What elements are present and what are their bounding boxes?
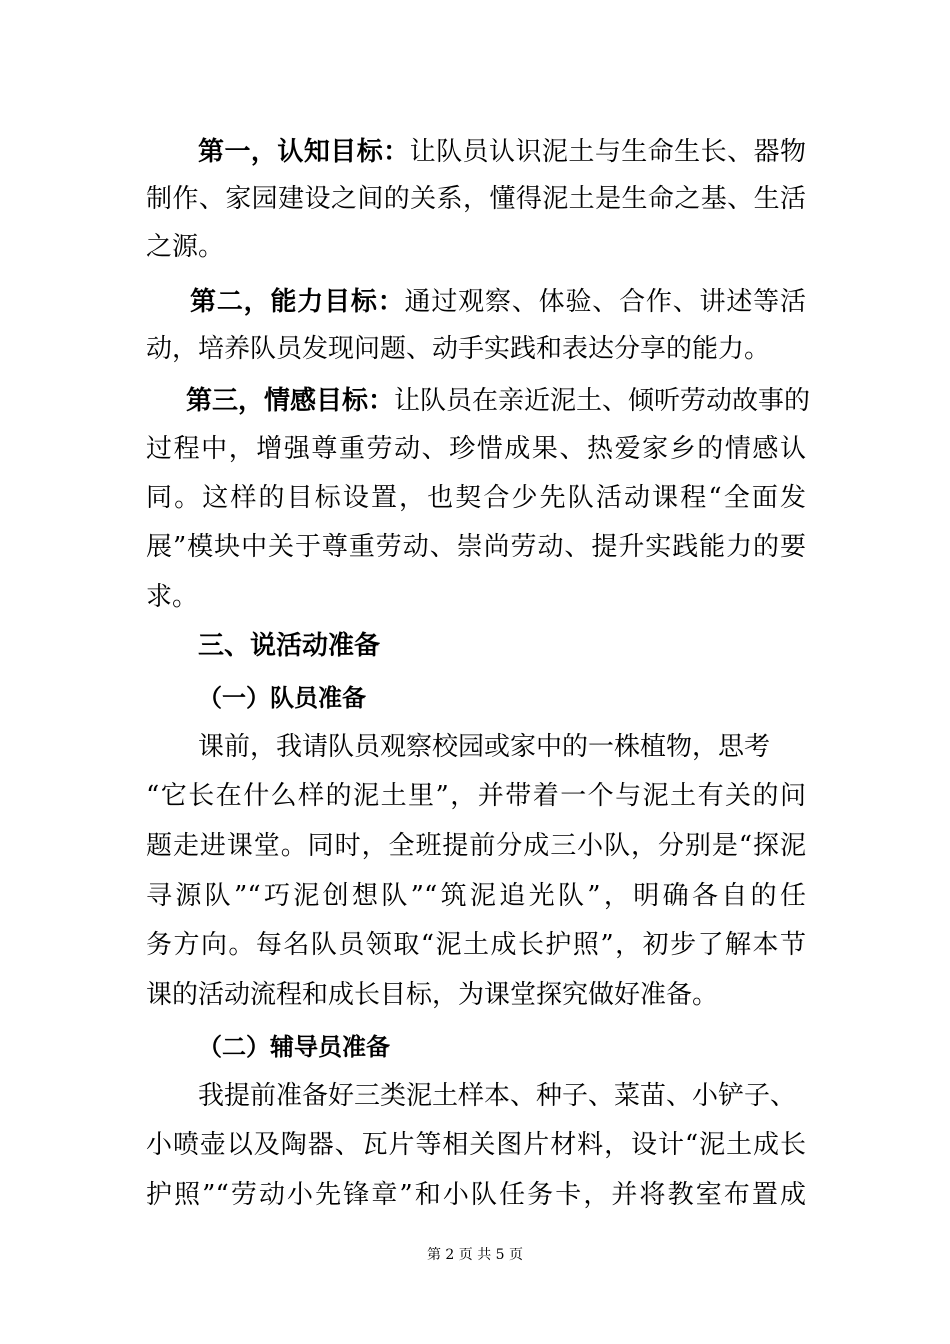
paragraph-cognitive-line-2: 制作、家园建设之间的关系，懂得泥土是生命之基、生活 <box>146 184 806 214</box>
paragraph-member-prep-line-6: 课的活动流程和成长目标，为课堂探究做好准备。 <box>146 980 719 1010</box>
paragraph-counselor-prep-line-2: 小喷壶以及陶器、瓦片等相关图片材料，设计“泥土成长 <box>146 1130 806 1160</box>
paragraph-emotion-line-2: 过程中，增强尊重劳动、珍惜成果、热爱家乡的情感认 <box>146 434 806 464</box>
paragraph-ability-line-1: 第二，能力目标：通过观察、体验、合作、讲述等活 <box>190 287 806 317</box>
paragraph-cognitive-line-3: 之源。 <box>146 232 225 262</box>
paragraph-ability-line-2: 动，培养队员发现问题、动手实践和表达分享的能力。 <box>146 334 771 364</box>
paragraph-member-prep-line-5: 务方向。每名队员领取“泥土成长护照”，初步了解本节 <box>146 930 806 960</box>
paragraph-member-prep-line-2: “它长在什么样的泥土里”，并带着一个与泥土有关的问 <box>146 781 806 811</box>
ability-goal-label: 第二，能力目标： <box>190 287 405 317</box>
paragraph-member-prep-line-1: 课前，我请队员观察校园或家中的一株植物，思考 <box>198 732 771 762</box>
paragraph-member-prep-line-3: 题走进课堂。同时，全班提前分成三小队，分别是“探泥 <box>146 831 806 861</box>
cognitive-goal-label: 第一，认知目标： <box>198 137 410 167</box>
paragraph-emotion-line-4: 展”模块中关于尊重劳动、崇尚劳动、提升实践能力的要 <box>146 532 806 562</box>
emotion-goal-label: 第三，情感目标： <box>186 386 395 416</box>
subheading-member-prep: （一）队员准备 <box>198 684 366 712</box>
paragraph-counselor-prep-line-3: 护照”“劳动小先锋章”和小队任务卡，并将教室布置成 <box>146 1180 806 1210</box>
section-heading-activity-prep: 三、说活动准备 <box>198 631 381 661</box>
subheading-counselor-prep: （二）辅导员准备 <box>198 1033 390 1061</box>
paragraph-cognitive-line-1: 第一，认知目标：让队员认识泥土与生命生长、器物 <box>198 137 806 167</box>
paragraph-emotion-line-5: 求。 <box>146 582 199 612</box>
paragraph-counselor-prep-line-1: 我提前准备好三类泥土样本、种子、菜苗、小铲子、 <box>198 1081 797 1111</box>
paragraph-emotion-line-1: 第三，情感目标：让队员在亲近泥土、倾听劳动故事的 <box>186 386 811 416</box>
page-number-footer: 第 2 页 共 5 页 <box>426 1247 524 1263</box>
paragraph-member-prep-line-4: 寻源队”“巧泥创想队”“筑泥追光队”，明确各自的任 <box>146 881 806 911</box>
paragraph-emotion-line-3: 同。这样的目标设置，也契合少先队活动课程“全面发 <box>146 483 806 513</box>
